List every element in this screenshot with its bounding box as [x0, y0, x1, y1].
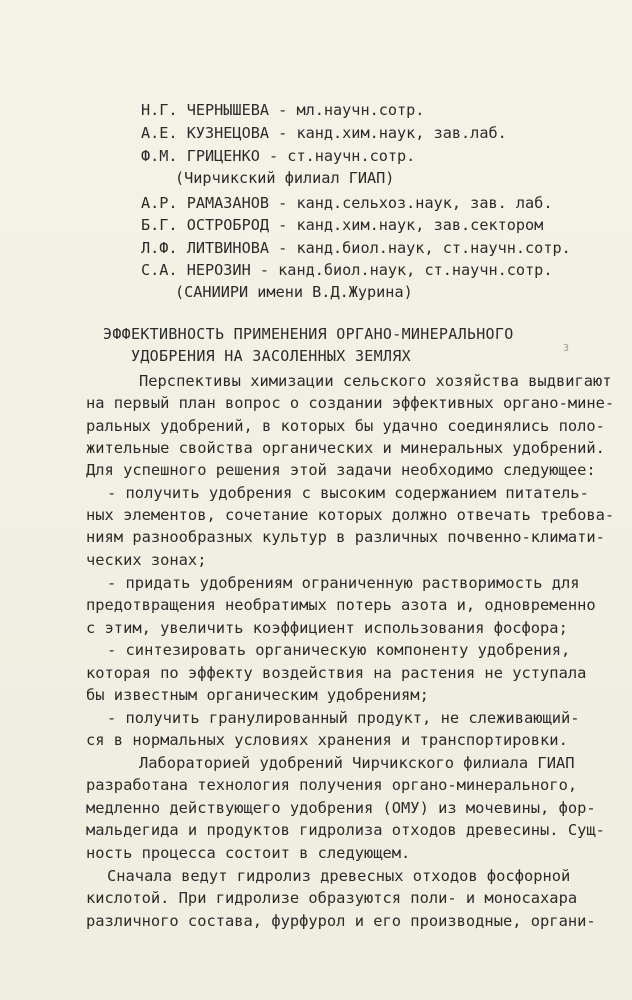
paragraph-line: на первый план вопрос о создании эффективных органо-мине- [86, 394, 615, 412]
paragraph-line: - получить гранулированный продукт, не слеживающий- [107, 709, 580, 727]
paragraph-line: - придать удобрениям ограниченную растворимость для [107, 574, 580, 592]
paragraph-line: Для успешного решения этой задачи необходимо следующее: [86, 461, 596, 479]
title-line: УДОБРЕНИЯ НА ЗАСОЛЕННЫХ ЗЕМЛЯХ [131, 347, 411, 365]
paragraph-line: медленно действующего удобрения (ОМУ) из мочевины, фор- [86, 799, 596, 817]
paragraph-line: Сначала ведут гидролиз древесных отходов фосфорной [107, 867, 571, 885]
author-line: Б.Г. ОСТРОБРОД - канд.хим.наук, зав.сектором [141, 216, 544, 234]
author-line: А.Е. КУЗНЕЦОВА - канд.хим.наук, зав.лаб. [141, 124, 507, 142]
paragraph-line: которая по эффекту воздействия на растения не уступала [86, 664, 587, 682]
author-line: С.А. НЕРОЗИН - канд.биол.наук, ст.научн.сотр. [141, 261, 553, 279]
paragraph-line: - получить удобрения с высоким содержанием питатель- [107, 484, 589, 502]
paragraph-line: бы известным органическим удобрениям; [86, 686, 429, 704]
paragraph-line: жительные свойства органических и минеральных удобрений. [86, 439, 605, 457]
paragraph-line: разработана технология получения органо-минерального, [86, 776, 578, 794]
author-line: Н.Г. ЧЕРНЫШЕВА - мл.научн.сотр. [141, 101, 425, 119]
paragraph-line: - синтезировать органическую компоненту удобрения, [107, 641, 571, 659]
paragraph-line: ность процесса состоит в следующем. [86, 844, 411, 862]
author-line: А.Р. РАМАЗАНОВ - канд.сельхоз.наук, зав. лаб. [141, 194, 553, 212]
paragraph-line: предотвращения необратимых потерь азота и, одновременно [86, 596, 596, 614]
paragraph-line: мальдегида и продуктов гидролиза отходов древесины. Сущ- [86, 821, 605, 839]
author-line: Л.Ф. ЛИТВИНОВА - канд.биол.наук, ст.научн.сотр. [141, 239, 571, 257]
paragraph-line: ниям разнообразных культур в различных почвенно-климати- [86, 528, 605, 546]
affiliation-line: (Чирчикский филиал ГИАП) [175, 169, 395, 187]
paragraph-line: Лабораторией удобрений Чирчикского филиала ГИАП [139, 754, 575, 772]
title-line: ЭФФЕКТИВНОСТЬ ПРИМЕНЕНИЯ ОРГАНО-МИНЕРАЛЬНОГО [103, 325, 514, 343]
paragraph-line: ных элементов, сочетание которых должно отвечать требова- [86, 506, 615, 524]
paragraph-line: ся в нормальных условиях хранения и транспортировки. [86, 731, 568, 749]
paragraph-line: ральных удобрений, в которых бы удачно соединялись поло- [86, 417, 605, 435]
margin-mark: 3 [563, 343, 570, 354]
paragraph-line: ческих зонах; [86, 551, 207, 569]
paragraph-line: кислотой. При гидролизе образуются поли- и моносахара [86, 889, 578, 907]
paragraph-line: Перспективы химизации сельского хозяйства выдвигают [139, 372, 612, 390]
author-line: Ф.М. ГРИЦЕНКО - ст.научн.сотр. [141, 147, 416, 165]
paragraph-line: различного состава, фурфурол и его производные, органи- [86, 912, 596, 930]
paragraph-line: с этим, увеличить коэффициент использования фосфора; [86, 619, 568, 637]
affiliation-line: (САНИИРИ имени В.Д.Журина) [175, 283, 413, 301]
